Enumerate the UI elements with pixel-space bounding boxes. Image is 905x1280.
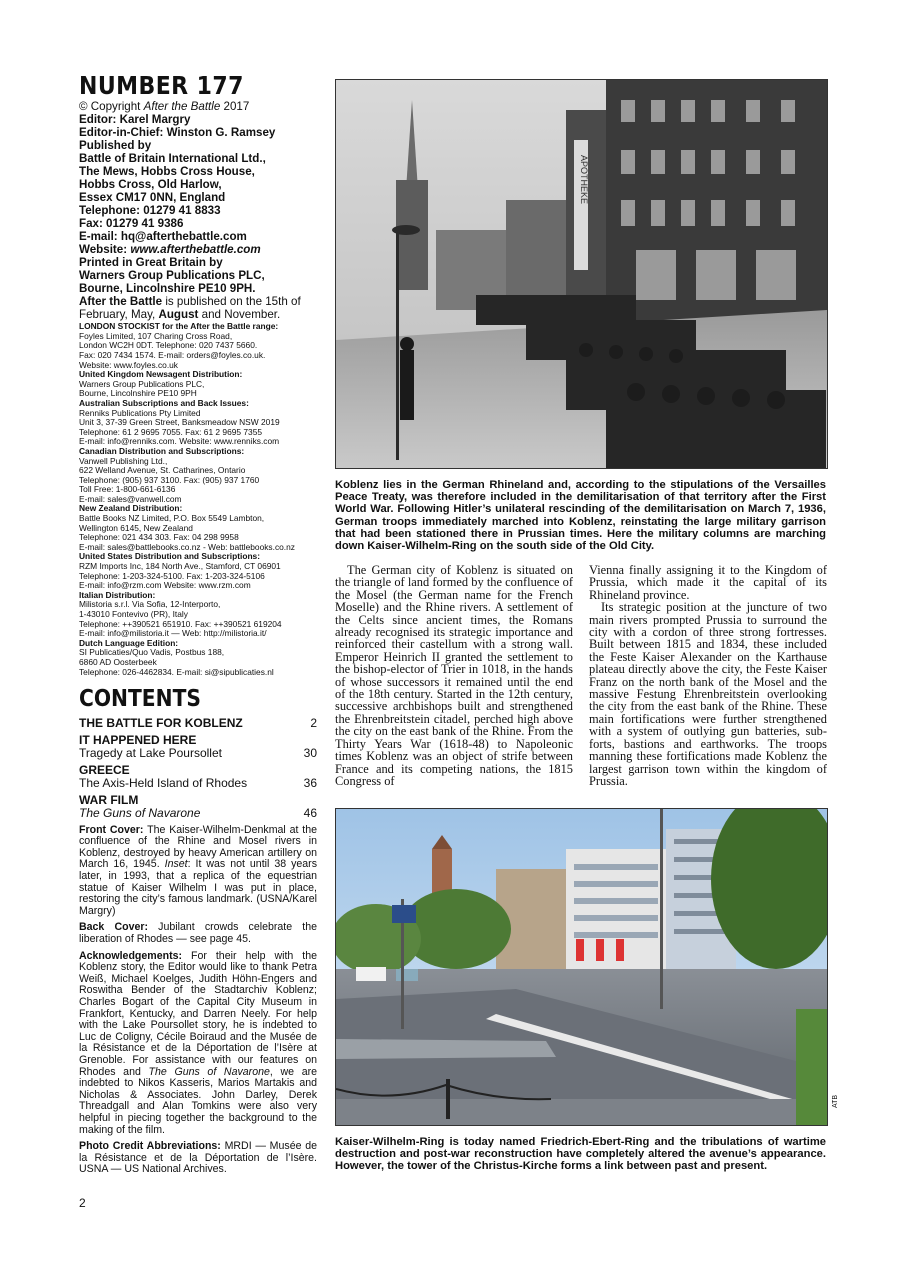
distribution-line: Website: www.foyles.co.uk (79, 359, 178, 370)
distribution-line: London WC2H 0DT. Telephone: 020 7437 5660. (79, 340, 258, 351)
printer-line: Printed in Great Britain by (79, 256, 223, 269)
contents-entry[interactable] (79, 764, 317, 791)
distribution-line: Bourne, Lincolnshire PE10 9PH (79, 388, 197, 399)
article-column-1 (335, 564, 573, 787)
acknowledgements: Acknowledgements: For their help with the Koblenz story, the Editor would like to thank Petra Weiß, Michael Koelges, Judith Höhn-Engers and Roswitha Bender of the Stadtarchiv Koblenz; Charles Bogart of the Capital City Museum in Frankfort, Kentucky, and Darren Neely. For help with the Lake Poursollet story, he is indebted to Luc de Coligny, Cécile Boiraud and the Musée de la Résistance et de la Déportation de l’Isère at Grenoble. For assistance with our features on Rhodes and The Guns of Navarone, we are indebted to Nikos Kasseris, Marios Martakis and Nicholas & Associates. John Darley, Derek Threadgall and Alan Tomkins were also very helpful in piecing together the background to the making of the film. (79, 949, 318, 1136)
fax: Fax: 01279 41 9386 (79, 217, 184, 230)
email: E-mail: hq@afterthebattle.com (79, 230, 247, 243)
distribution-line: Battle Books NZ Limited, P.O. Box 5549 Lambton, (79, 513, 265, 524)
distribution-heading: New Zealand Distribution: (79, 503, 183, 514)
front-cover-note: Front Cover: The Kaiser-Wilhelm-Denkmal at the confluence of the Rhine and Mosel rivers in Koblenz, destroyed by heavy American artillery on March 16, 1945. Inset: It was not until 38 years later, in 1993, that a replica of the equestrian statue of Kaiser Wilhelm I was put in place, restoring the city’s famous landmark. (USNA/Karel Margry) (79, 823, 318, 917)
distribution-line: Unit 3, 37-39 Green Street, Banksmeadow NSW 2019 (79, 417, 280, 428)
contents-row (79, 807, 317, 821)
article-paragraph: The German city of Koblenz is situated on the triangle of land formed by the confluence of the Mosel (the German name for the French Moselle) and the Rhine rivers. A settlement of the Celts since ancient times, the Romans already recognised its strategic importance and reinforced their castellum with a strong wall. Emperor Heinrich II granted the settlement to the bishop-elector of Trier in 1018, in the hands of whose successors it remained until the end of the 18th century. Started in the 12th century, successive archbishops built and strengthened the Ehrenbreitstein citadel, perched high above the city on the east bank of the Rhine. From the Thirty Years War (1618-48) to Napoleonic times Koblenz was an object of strife between France and its competing nations, the 1815 Congress of (335, 563, 573, 788)
contents-title: CONTENTS (79, 686, 201, 713)
distribution-line: Telephone: ++390521 651910. Fax: ++390521 619204 (79, 618, 282, 629)
contents-entry[interactable] (79, 717, 317, 731)
contents-section: THE BATTLE FOR KOBLENZ (79, 716, 243, 731)
contents-section: IT HAPPENED HERE (79, 732, 197, 747)
distribution-line: Warners Group Publications PLC, (79, 378, 205, 389)
modern-photo-image (336, 809, 827, 1125)
distribution-heading: United Kingdom Newsagent Distribution: (79, 369, 243, 380)
back-cover-note: Back Cover: Jubilant crowds celebrate the liberation of Rhodes — see page 45. (79, 921, 317, 945)
distribution-line: SI Publicaties/Quo Vadis, Postbus 188, (79, 647, 225, 658)
printer-line: Bourne, Lincolnshire PE10 9PH. (79, 282, 256, 295)
copyright-line: © Copyright After the Battle 2017 (79, 100, 250, 113)
imprint (79, 100, 317, 295)
modern-photo-caption: Kaiser-Wilhelm-Ring is today named Friedrich-Ebert-Ring and the tribulations of wartime destruction and post-war reconstruction have completely altered the avenue’s appearance. However, the tower of the Christus-Kirche forms a link between past and present. (335, 1136, 826, 1173)
distribution-heading: Canadian Distribution and Subscriptions: (79, 445, 245, 456)
publisher-line: Essex CM17 0NN, England (79, 191, 226, 204)
contents-page: 46 (303, 806, 317, 821)
contents-page: 30 (303, 746, 317, 761)
distribution-line: Milistoria s.r.l. Via Sofia, 12-Interporto, (79, 599, 221, 610)
publisher-line: Hobbs Cross, Old Harlow, (79, 178, 222, 191)
published-by: Published by (79, 139, 152, 152)
distribution-heading: LONDON STOCKIST for the After the Battle range: (79, 321, 279, 332)
contents-page: 2 (310, 716, 317, 731)
contents-row (79, 717, 317, 731)
publisher-line: The Mews, Hobbs Cross House, (79, 165, 255, 178)
distribution-line: E-mail: info@milistoria.it — Web: http://milistoria.it/ (79, 628, 267, 639)
editor: Editor: Karel Margry (79, 113, 191, 126)
distribution-line: Telephone: (905) 937 3100. Fax: (905) 937 1760 (79, 474, 260, 485)
apotheke-sign: APOTHEKE (579, 155, 589, 205)
publication-schedule: After the Battle is published on the 15th of February, May, August and November. (79, 295, 301, 321)
distribution-line: Telephone: 021 434 303. Fax: 04 298 9958 (79, 532, 239, 543)
distribution-line: E-mail: info@renniks.com. Website: www.renniks.com (79, 436, 280, 447)
publisher-line: Battle of Britain International Ltd., (79, 152, 266, 165)
photo-credits: Photo Credit Abbreviations: MRDI — Musée de la Résistance et de la Déportation de l’Isère. USNA — US National Archives. (79, 1140, 317, 1176)
distribution-line: Telephone: 026-4462834. E-mail: si@sipublicaties.nl (79, 666, 274, 677)
contents-section: WAR FILM (79, 792, 139, 807)
masthead-column (79, 72, 317, 1181)
article-column-2 (589, 564, 827, 787)
contents-entry[interactable] (79, 734, 317, 761)
contents-page: 36 (303, 776, 317, 791)
historical-photo (335, 79, 828, 469)
contents-entry[interactable] (79, 794, 317, 821)
distribution-line: Vanwell Publishing Ltd., (79, 455, 168, 466)
distribution-line: Renniks Publications Pty Limited (79, 407, 201, 418)
distribution-heading: Italian Distribution: (79, 589, 156, 600)
distribution-line: E-mail: sales@battlebooks.co.nz - Web: battlebooks.co.nz (79, 541, 295, 552)
distribution-line: Fax: 020 7434 1574. E-mail: orders@foyles.co.uk. (79, 349, 266, 360)
distribution-heading: Australian Subscriptions and Back Issues: (79, 397, 249, 408)
photo-credit: ATB (832, 1094, 839, 1108)
historical-photo-image (336, 80, 827, 468)
editor-in-chief: Editor-in-Chief: Winston G. Ramsey (79, 126, 276, 139)
printer-line: Warners Group Publications PLC, (79, 269, 265, 282)
distribution-heading: United States Distribution and Subscriptions: (79, 551, 261, 562)
article-paragraph: Its strategic position at the juncture of two main rivers prompted Prussia to surround the city with a cordon of three strong fortresses. Built between 1815 and 1834, these included the Feste Kaiser Alexander on the Karthause plateau directly above the city, the Feste Kaiser Franz on the north bank of the Mosel and the massive Festung Ehrenbreitstein overlooking the city from the east bank of the Rhine. These main fortifications were further strengthened with a system of outlying gun batteries, sub-forts, bastions and earthworks. The troops manning these fortifications made Koblenz the largest garrison town within the kingdom of Prussia. (589, 600, 827, 788)
distribution-line: 622 Welland Avenue, St. Catharines, Ontario (79, 465, 246, 476)
page-number: 2 (79, 1196, 86, 1210)
issue-number: NUMBER 177 (79, 71, 244, 100)
distribution-line: 6860 AD Oosterbeek (79, 656, 157, 667)
distribution-line: Wellington 6145, New Zealand (79, 522, 193, 533)
cover-notes (79, 825, 317, 1176)
contents-section: GREECE (79, 762, 130, 777)
distribution-line: Toll Free: 1-800-661-6136 (79, 484, 176, 495)
contents-title-text: Tragedy at Lake Poursollet (79, 746, 222, 761)
distribution-line: RZM Imports Inc, 184 North Ave., Stamford, CT 06901 (79, 561, 281, 572)
distribution-heading: Dutch Language Edition: (79, 637, 179, 648)
contents-title-text: The Axis-Held Island of Rhodes (79, 776, 248, 791)
distribution-line: Telephone: 61 2 9695 7055. Fax: 61 2 9695 7355 (79, 426, 263, 437)
contents-row (79, 747, 317, 761)
article-paragraph-continued: Vienna finally assigning it to the Kingdom of Prussia, which made it the capital of its Rhineland province. (589, 563, 827, 602)
distribution-list (79, 322, 317, 677)
distribution-line: 1-43010 Fontevivo (PR), Italy (79, 609, 188, 619)
telephone: Telephone: 01279 41 8833 (79, 204, 221, 217)
contents-title-text: The Guns of Navarone (79, 806, 201, 821)
historical-photo-caption: Koblenz lies in the German Rhineland and, according to the stipulations of the Versailles Peace Treaty, was therefore included in the demilitarisation of that territory after the First World War. Following Hitler’s unilateral rescinding of the demilitarisation on March 7, 1936, German troops immediately marched into Koblenz, reinstating the large military garrison that had been stationed there in Prussian times. Here the military columns are marching down Kaiser-Wilhelm-Ring on the south side of the Old City. (335, 479, 826, 553)
website: Website: www.afterthebattle.com (79, 243, 261, 256)
distribution-line: E-mail: info@rzm.com Website: www.rzm.com (79, 580, 251, 591)
distribution-line: Foyles Limited, 107 Charing Cross Road, (79, 330, 233, 341)
contents-row (79, 777, 317, 791)
modern-photo (335, 808, 828, 1126)
contents-list (79, 717, 317, 821)
distribution-line: E-mail: sales@vanwell.com (79, 493, 182, 504)
distribution-line: Telephone: 1-203-324-5100. Fax: 1-203-324-5106 (79, 570, 265, 581)
